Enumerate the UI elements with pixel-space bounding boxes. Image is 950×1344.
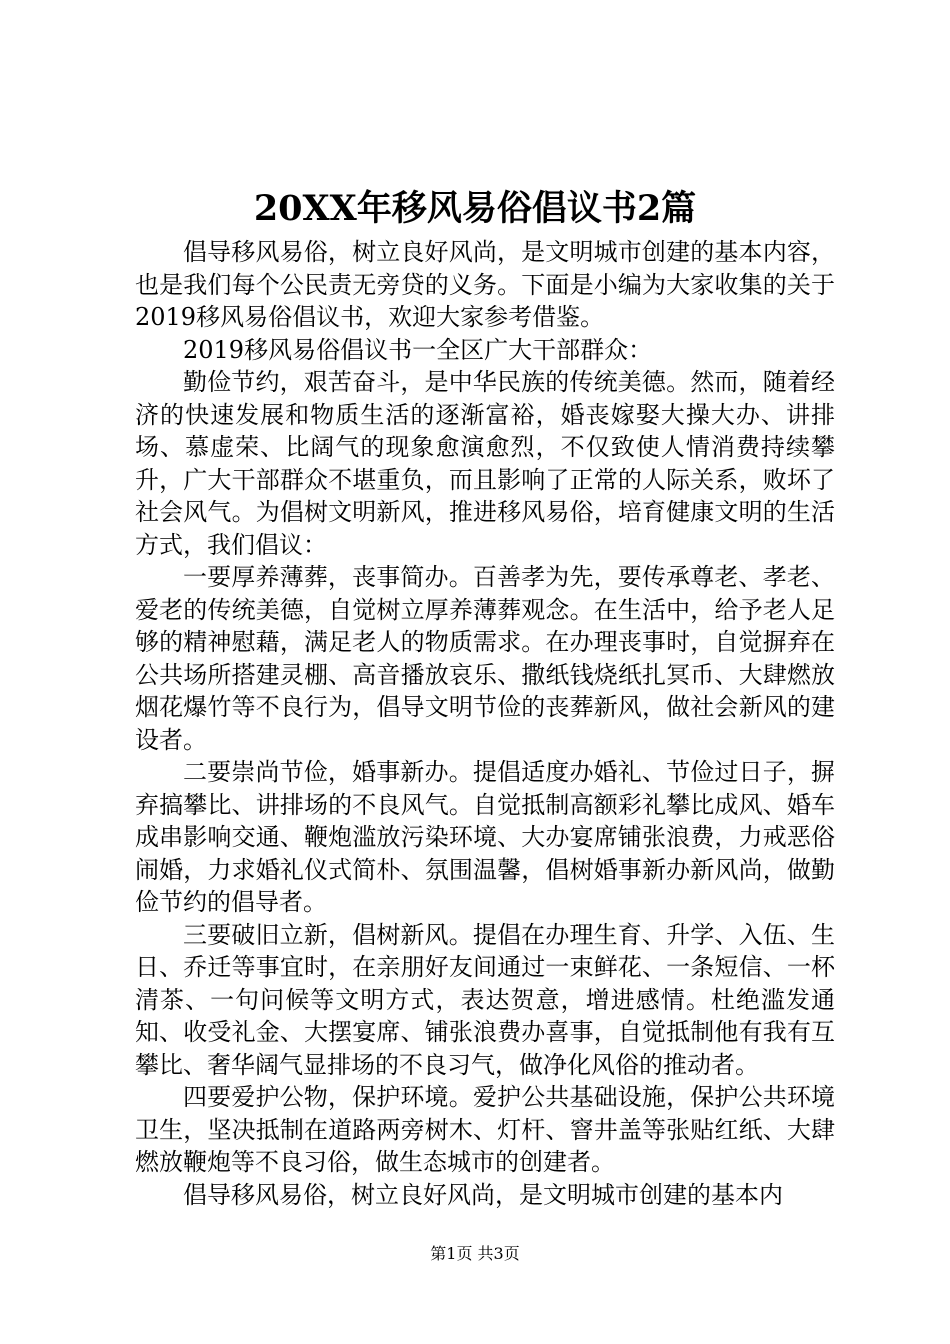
paragraph-proposal-4: 四要爱护公物，保护环境。爱护公共基础设施，保护公共环境卫生，坚决抵制在道路两旁树木、灯杆、窨井盖等张贴红纸、大肆燃放鞭炮等不良习俗，做生态城市的创建者。 [135, 1083, 835, 1176]
paragraph-salutation: 2019移风易俗倡议书一全区广大干部群众： [183, 335, 653, 364]
paragraph-background: 勤俭节约，艰苦奋斗，是中华民族的传统美德。然而，随着经济的快速发展和物质生活的逐渐富裕，婚丧嫁娶大操大办、讲排场、慕虚荣、比阔气的现象愈演愈烈，不仅致使人情消费持续攀升，广大干部群众不堪重负，而且影响了正常的人际关系，败坏了社会风气。为倡树文明新风，推进移风易俗，培育健康文明的生活方式，我们倡议： [135, 368, 835, 559]
document-title: 20XX年移风易俗倡议书2篇 [253, 188, 697, 229]
paragraph-proposal-1: 一要厚养薄葬，丧事简办。百善孝为先，要传承尊老、孝老、爱老的传统美德，自觉树立厚养薄葬观念。在生活中，给予老人足够的精神慰藉，满足老人的物质需求。在办理丧事时，自觉摒弃在公共场所搭建灵棚、高音播放哀乐、撒纸钱烧纸扎冥币、大肆燃放烟花爆竹等不良行为，倡导文明节俭的丧葬新风，做社会新风的建设者。 [135, 563, 835, 754]
paragraph-continuation: 倡导移风易俗，树立良好风尚，是文明城市创建的基本内 [183, 1180, 783, 1209]
page-indicator: 第1页 共3页 [430, 1244, 520, 1263]
document-body [135, 236, 835, 1211]
paragraph-intro: 倡导移风易俗，树立良好风尚，是文明城市创建的基本内容，也是我们每个公民责无旁贷的义务。下面是小编为大家收集的关于2019移风易俗倡议书，欢迎大家参考借鉴。 [135, 238, 835, 331]
paragraph-proposal-2: 二要崇尚节俭，婚事新办。提倡适度办婚礼、节俭过日子，摒弃搞攀比、讲排场的不良风气。自觉抵制高额彩礼攀比成风、婚车成串影响交通、鞭炮滥放污染环境、大办宴席铺张浪费，力戒恶俗闹婚，力求婚礼仪式简朴、氛围温馨，倡树婚事新办新风尚，做勤俭节约的倡导者。 [135, 758, 835, 916]
paragraph-proposal-3: 三要破旧立新，倡树新风。提倡在办理生育、升学、入伍、生日、乔迁等事宜时，在亲朋好友间通过一束鲜花、一条短信、一杯清茶、一句问候等文明方式，表达贺意，增进感情。杜绝滥发通知、收受礼金、大摆宴席、铺张浪费办喜事，自觉抵制他有我有互攀比、奢华阔气显排场的不良习气，做净化风俗的推动者。 [135, 920, 835, 1079]
